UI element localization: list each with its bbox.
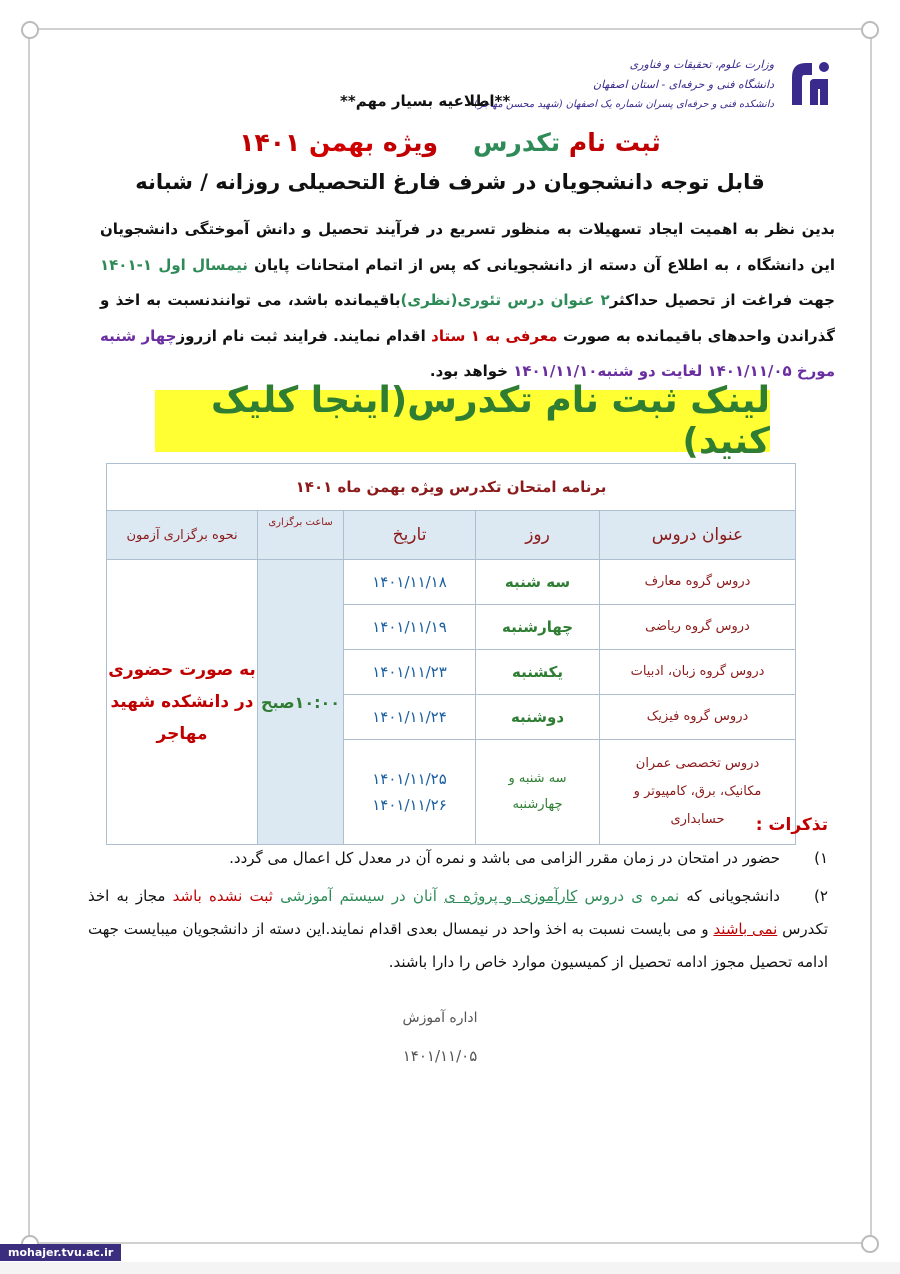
course-cell: دروس گروه فیزیک — [600, 695, 796, 740]
note-number: ۱) — [814, 849, 828, 867]
announcement-heading: **اطلاعیه بسیار مهم** — [340, 92, 511, 110]
body-text: جهت فراغت از تحصیل حداکثر — [609, 291, 835, 309]
day-cell: یکشنبه — [476, 650, 600, 695]
column-header: تاریخ — [344, 511, 476, 560]
logo-line: دانشگاه فنی و حرفه‌ای - استان اصفهان — [593, 78, 774, 91]
note-number: ۲) — [814, 887, 828, 905]
page-title — [0, 128, 900, 157]
day-cell: دوشنبه — [476, 695, 600, 740]
date-cell: ۱۴۰۱/۱۱/۲۴ — [344, 695, 476, 740]
body-text: باقیمانده باشد، می توانندنسبت به اخذ و گذراندن واحدهای باقیمانده به صورت — [100, 291, 836, 345]
time-cell: ۱۰:۰۰صبح — [258, 560, 344, 845]
note-text: دانشجویانی که — [679, 887, 780, 905]
course-line: دروس تخصصی عمران — [635, 756, 760, 771]
note-text: و می بایست نسبت به اخذ واحد در نیمسال بعدی اقدام نمایند.این دسته از دانشجویان میبایست جهت ادامه تحصیل مجوز ادامه تحصیل از کمیسیون موارد خاص را دارا باشند. — [88, 920, 828, 971]
body-highlight: دو شنبه۱۴۰۱/۱۱/۱۰ — [513, 362, 656, 380]
subtitle: قابل توجه دانشجویان در شرف فارغ التحصیلی روزانه / شبانه — [135, 170, 765, 194]
footer-url-link[interactable]: mohajer.tvu.ac.ir — [0, 1244, 121, 1261]
university-logo-block — [474, 55, 838, 115]
course-cell: دروس گروه زبان، ادبیات — [600, 650, 796, 695]
date-line: ۱۴۰۱/۱۱/۲۵ — [372, 770, 447, 788]
title-part: ۱۴۰۱ — [239, 128, 301, 157]
corner-ornament — [861, 21, 879, 39]
note-item — [88, 842, 828, 875]
body-text: خواهد بود. — [429, 362, 514, 380]
date-cell — [344, 740, 476, 845]
body-highlight: معرفی به ۱ ستاد — [431, 326, 558, 345]
note-highlight: نمره ی دروس — [577, 887, 680, 905]
note-text: حضور در امتحان در زمان مقرر الزامی می باشد و نمره آن در معدل کل اعمال می گردد. — [229, 849, 780, 867]
body-text: اقدام نمایند. فرایند ثبت نام ازروز — [176, 326, 432, 345]
mode-line: مهاجر — [156, 724, 208, 744]
note-highlight: نمی باشند — [713, 920, 778, 938]
course-line: مکانیک، برق، کامپیوتر و — [633, 784, 762, 799]
course-cell: دروس گروه ریاضی — [600, 605, 796, 650]
signature-date: ۱۴۰۱/۱۱/۰۵ — [402, 1047, 478, 1065]
body-highlight: لغایت — [655, 362, 708, 380]
corner-ornament — [21, 21, 39, 39]
note-text: مجاز به اخذ تکدرس — [88, 887, 829, 938]
title-part: ویژه — [382, 128, 439, 157]
university-logo-icon — [782, 55, 838, 111]
day-line: سه شنبه و — [508, 771, 567, 786]
column-header: روز — [476, 511, 600, 560]
date-cell: ۱۴۰۱/۱۱/۱۸ — [344, 560, 476, 605]
day-cell — [476, 740, 600, 845]
footer-bar — [0, 1262, 900, 1274]
date-line: ۱۴۰۱/۱۱/۲۶ — [372, 796, 447, 814]
body-highlight: چهار شنبه مورخ ۱۴۰۱/۱۱/۰۵ — [100, 326, 835, 380]
column-header: ساعت برگزاری — [258, 511, 344, 560]
body-paragraph — [100, 212, 835, 390]
title-part: تکدرس — [472, 128, 561, 157]
day-line: چهارشنبه — [512, 797, 563, 812]
logo-line: دانشکده فنی و حرفه‌ای پسران شماره یک اصفهان (شهید محسن مهاجر) — [474, 99, 774, 110]
date-cell: ۱۴۰۱/۱۱/۱۹ — [344, 605, 476, 650]
day-cell: سه شنبه — [476, 560, 600, 605]
note-text: آنان در سیستم آموزشی — [272, 887, 445, 905]
note-highlight: ثبت نشده باشد — [172, 887, 273, 905]
signature-office: اداره آموزش — [402, 1010, 478, 1026]
schedule-title: برنامه امتحان تکدرس ویژه بهمن ماه ۱۴۰۱ — [107, 464, 796, 511]
title-part: ثبت نام — [568, 128, 661, 157]
date-cell: ۱۴۰۱/۱۱/۲۳ — [344, 650, 476, 695]
body-text: بدین نظر به اهمیت ایجاد تسهیلات به منظور تسریع در فرآیند تحصیل و دانش آموختگی دانشجویان این دانشگاه ، به اطلاع آن دسته از دانشجویانی که پس از اتمام امتحانات پایان — [100, 220, 835, 274]
notes-title: تذکرات : — [755, 815, 828, 835]
note-item — [88, 880, 828, 979]
mode-cell — [107, 560, 258, 845]
note-highlight: کارآموزی و پروژه ی — [444, 887, 578, 905]
university-name — [474, 55, 774, 115]
table-row — [107, 560, 796, 605]
body-highlight: نیمسال اول ۱-۱۴۰۱ — [100, 255, 248, 274]
title-part: بهمن — [308, 128, 375, 157]
course-line: حسابداری — [670, 812, 725, 827]
day-cell: چهارشنبه — [476, 605, 600, 650]
registration-link[interactable]: لینک ثبت نام تکدرس(اینجا کلیک کنید) — [211, 380, 770, 462]
corner-ornament — [861, 1235, 879, 1253]
column-header: عنوان دروس — [600, 511, 796, 560]
body-highlight: ۲ عنوان درس تئوری(نظری) — [400, 291, 610, 309]
registration-link-banner[interactable] — [155, 380, 770, 462]
mode-line: در دانشکده شهید — [110, 692, 254, 712]
column-header: نحوه برگزاری آزمون — [107, 511, 258, 560]
exam-schedule-table — [106, 463, 796, 845]
course-cell: دروس گروه معارف — [600, 560, 796, 605]
mode-line: به صورت حضوری — [108, 660, 256, 680]
logo-line: وزارت علوم، تحقیقات و فناوری — [629, 58, 774, 71]
